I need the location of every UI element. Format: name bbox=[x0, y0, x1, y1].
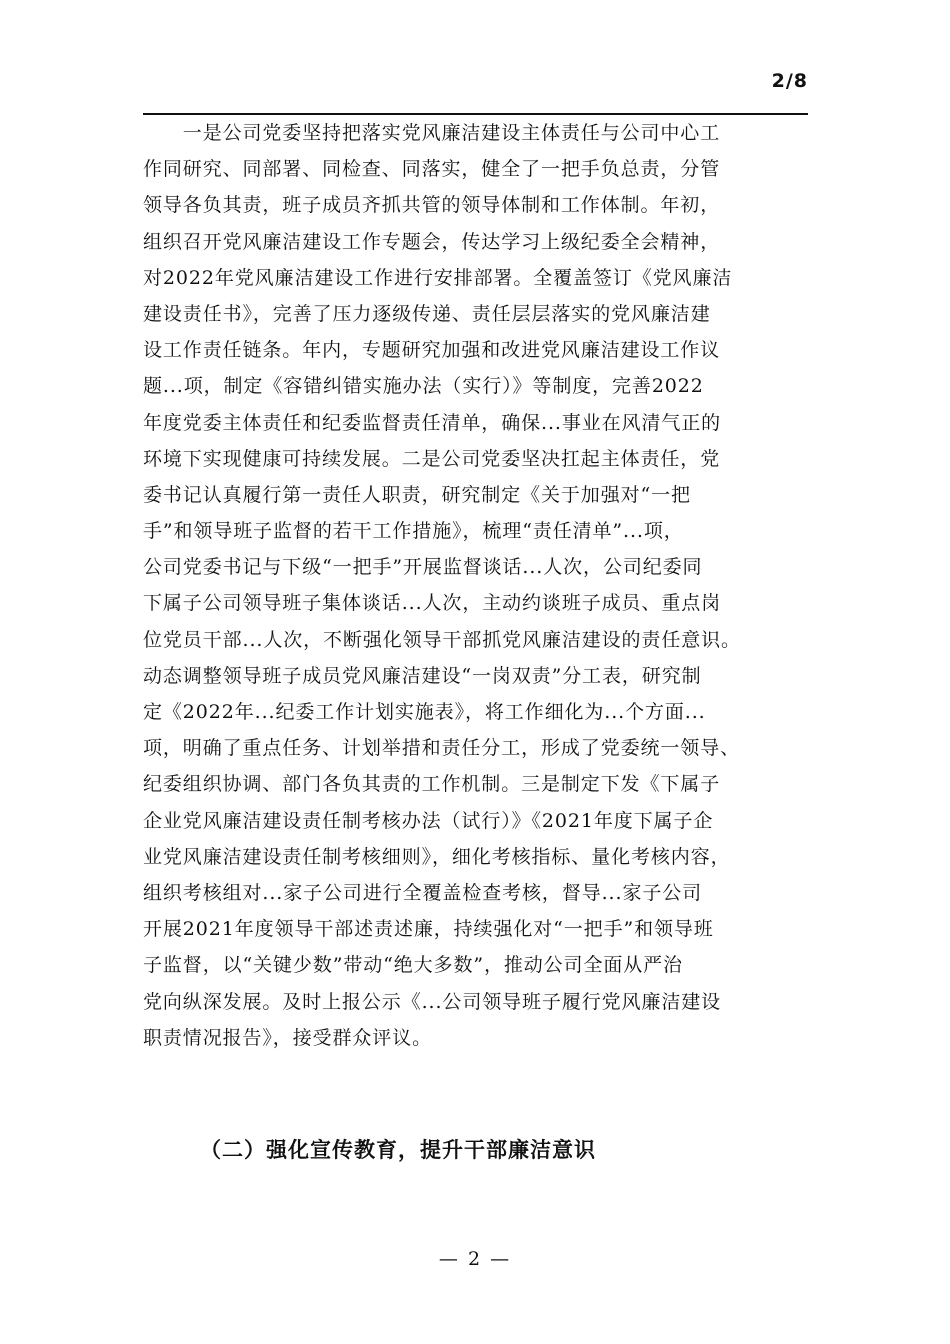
body-paragraph bbox=[143, 115, 808, 1056]
paragraph-line: 开展2021年度领导干部述责述廉，持续强化对“一把手”和领导班 bbox=[143, 918, 714, 941]
page-counter: 2/8 bbox=[771, 70, 808, 92]
paragraph-line: 题...项，制定《容错纠错实施办法（实行）》等制度，完善2022 bbox=[143, 375, 704, 398]
paragraph-line: 建设责任书》，完善了压力逐级传递、责任层层落实的党风廉洁建 bbox=[143, 302, 711, 325]
paragraph-line: 年度党委主体责任和纪委监督责任清单，确保...事业在风清气正的 bbox=[143, 411, 722, 434]
paragraph-line: 纪委组织协调、部门各负其责的工作机制。三是制定下发《下属子 bbox=[143, 773, 721, 796]
paragraph-line: 定《2022年...纪委工作计划实施表》，将工作细化为...个方面... bbox=[143, 701, 706, 723]
paragraph-line: 业党风廉洁建设责任制考核细则》，细化考核指标、量化考核内容， bbox=[143, 845, 731, 868]
paragraph-line: 动态调整领导班子成员党风廉洁建设“一岗双责”分工表，研究制 bbox=[143, 664, 702, 687]
paragraph-line: 子监督，以“关键少数”带动“绝大多数”，推动公司全面从严治 bbox=[143, 954, 683, 977]
paragraph-line: 下属子公司领导班子集体谈话...人次，主动约谈班子成员、重点岗 bbox=[143, 592, 722, 615]
paragraph-line: 环境下实现健康可持续发展。二是公司党委坚决扛起主体责任，党 bbox=[143, 447, 721, 470]
paragraph-line: 企业党风廉洁建设责任制考核办法（试行）》《2021年度下属子企 bbox=[143, 809, 714, 832]
paragraph-line: 领导各负其责，班子成员齐抓共管的领导体制和工作体制。年初， bbox=[143, 194, 721, 217]
paragraph-line: 委书记认真履行第一责任人职责，研究制定《关于加强对“一把 bbox=[143, 483, 691, 506]
paragraph-line: 组织召开党风廉洁建设工作专题会，传达学习上级纪委全会精神， bbox=[143, 230, 721, 253]
paragraph-line: 设工作责任链条。年内，专题研究加强和改进党风廉洁建设工作议 bbox=[143, 339, 721, 362]
paragraph-line: 项，明确了重点任务、计划举措和责任分工，形成了党委统一领导、 bbox=[143, 737, 741, 760]
paragraph-line: 公司党委书记与下级“一把手”开展监督谈话...人次，公司纪委同 bbox=[143, 556, 703, 579]
paragraph-line: 党向纵深发展。及时上报公示《...公司领导班子履行党风廉洁建设 bbox=[143, 990, 722, 1013]
paragraph-line: 位党员干部...人次，不断强化领导干部抓党风廉洁建设的责任意识。 bbox=[143, 628, 741, 651]
page-number: — 2 — bbox=[438, 1248, 512, 1270]
paragraph-line: 手”和领导班子监督的若干工作措施》，梳理“责任清单”...项， bbox=[143, 520, 684, 543]
paragraph-line: 一是公司党委坚持把落实党风廉洁建设主体责任与公司中心工 bbox=[143, 122, 721, 144]
paragraph-line: 作同研究、同部署、同检查、同落实，健全了一把手负总责，分管 bbox=[143, 158, 721, 181]
section-heading: （二）强化宣传教育，提升干部廉洁意识 bbox=[200, 1138, 596, 1162]
paragraph-line: 对2022年党风廉洁建设工作进行安排部署。全覆盖签订《党风廉洁 bbox=[143, 266, 733, 289]
paragraph-line: 职责情况报告》，接受群众评议。 bbox=[143, 1026, 433, 1049]
paragraph-line: 组织考核组对...家子公司进行全覆盖检查考核，督导...家子公司 bbox=[143, 881, 703, 904]
